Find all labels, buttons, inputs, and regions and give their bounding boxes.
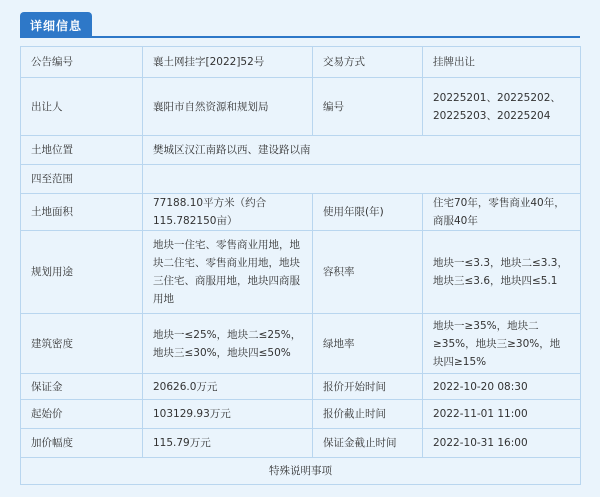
green-ratio-value: 地块一≥35%，地块二≥35%，地块三≥30%，地块四≥15% [423,314,581,374]
field-label: 四至范围 [21,165,143,194]
announcement-number-value: 襄土网挂字[2022]52号 [143,47,313,78]
deposit-deadline-value: 2022-10-31 16:00 [423,429,581,458]
land-area-value: 77188.10平方米（约合115.782150亩） [143,194,313,231]
special-notes-link[interactable]: 特殊说明事项 [269,465,332,477]
table-row [21,78,581,136]
table-row [21,374,581,400]
table-row [21,400,581,429]
field-label: 规划用途 [21,231,143,314]
planned-use-value: 地块一住宅、零售商业用地，地块二住宅、零售商业用地，地块三住宅、商服用地，地块四商服用地 [143,231,313,314]
boundary-value [143,165,581,194]
bid-increment-value: 115.79万元 [143,429,313,458]
field-label: 保证金 [21,374,143,400]
table-row [21,231,581,314]
detail-table [20,46,581,485]
field-label: 出让人 [21,78,143,136]
table-row [21,47,581,78]
usage-years-value: 住宅70年，零售商业40年，商服40年 [423,194,581,231]
field-label: 绿地率 [313,314,423,374]
field-label: 建筑密度 [21,314,143,374]
field-label: 容积率 [313,231,423,314]
section-header [20,12,580,38]
table-row [21,314,581,374]
table-row [21,136,581,165]
seller-value: 襄阳市自然资源和规划局 [143,78,313,136]
table-row [21,165,581,194]
field-label: 保证金截止时间 [313,429,423,458]
field-label: 报价截止时间 [313,400,423,429]
field-label: 土地位置 [21,136,143,165]
field-label: 报价开始时间 [313,374,423,400]
deposit-value: 20626.0万元 [143,374,313,400]
field-label: 交易方式 [313,47,423,78]
field-label: 使用年限(年) [313,194,423,231]
table-row [21,458,581,485]
parcel-number-value: 20225201、20225202、20225203、20225204 [423,78,581,136]
transaction-method-value: 挂牌出让 [423,47,581,78]
field-label: 土地面积 [21,194,143,231]
bid-start-time-value: 2022-10-20 08:30 [423,374,581,400]
field-label: 起始价 [21,400,143,429]
field-label: 编号 [313,78,423,136]
bid-end-time-value: 2022-11-01 11:00 [423,400,581,429]
land-location-value: 樊城区汉江南路以西、建设路以南 [143,136,581,165]
starting-price-value: 103129.93万元 [143,400,313,429]
field-label: 公告编号 [21,47,143,78]
field-label: 加价幅度 [21,429,143,458]
plot-ratio-value: 地块一≤3.3，地块二≤3.3，地块三≤3.6，地块四≤5.1 [423,231,581,314]
table-row [21,194,581,231]
table-row [21,429,581,458]
building-density-value: 地块一≤25%，地块二≤25%，地块三≤30%，地块四≤50% [143,314,313,374]
section-title-tab: 详细信息 [20,12,92,38]
